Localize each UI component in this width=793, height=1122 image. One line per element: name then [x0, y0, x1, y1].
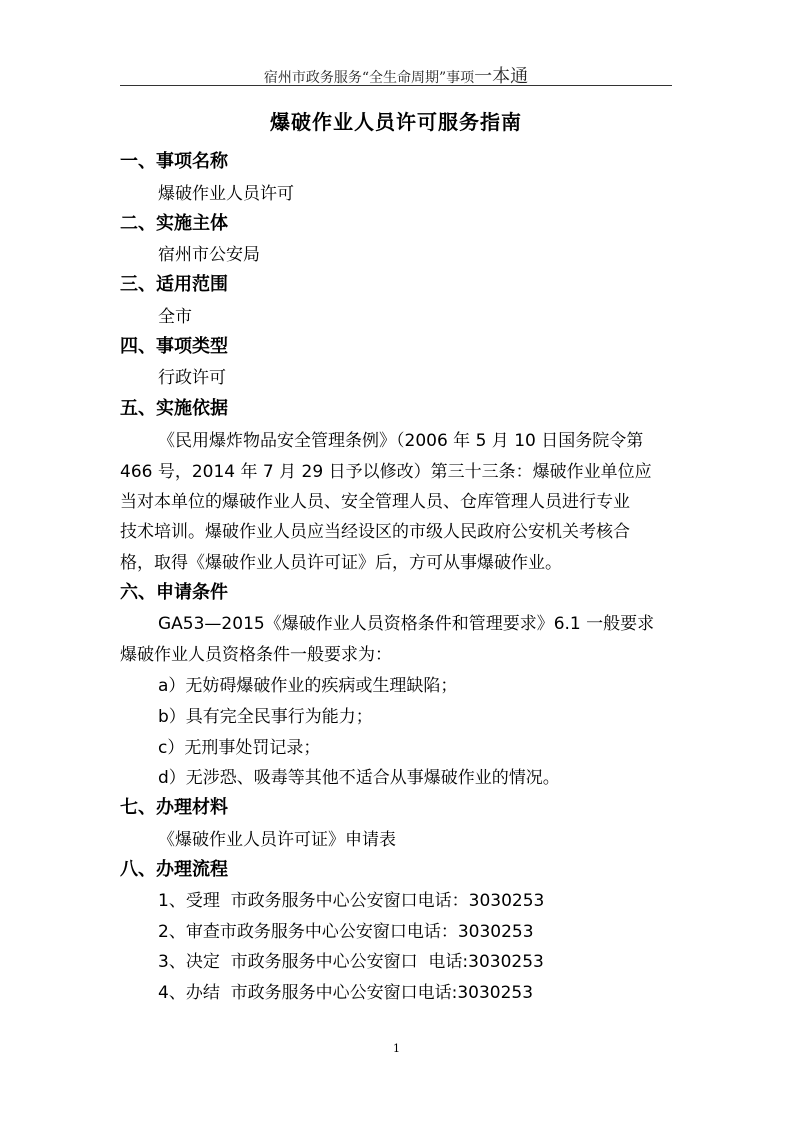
section-heading-scope: 三、适用范围	[120, 274, 228, 295]
conditions-line: 爆破作业人员资格条件一般要求为：	[120, 645, 392, 665]
legal-basis-line: 《民用爆炸物品安全管理条例》（2006 年 5 月 10 日国务院令第	[158, 431, 644, 451]
implementing-body-text: 宿州市公安局	[158, 245, 260, 265]
process-step: 4、办结 市政务服务中心公安窗口电话:3030253	[158, 983, 534, 1003]
section-heading-implementing-body: 二、实施主体	[120, 213, 228, 234]
section-heading-item-type: 四、事项类型	[120, 336, 228, 357]
section-heading-conditions: 六、申请条件	[120, 582, 228, 603]
process-step: 2、审查市政务服务中心公安窗口电话：3030253	[158, 922, 534, 942]
conditions-line: GA53—2015《爆破作业人员资格条件和管理要求》6.1 一般要求	[158, 614, 655, 634]
section-heading-materials: 七、办理材料	[120, 797, 228, 818]
item-name-text: 爆破作业人员许可	[158, 184, 294, 204]
page-number: 1	[393, 1042, 400, 1055]
section-heading-legal-basis: 五、实施依据	[120, 398, 228, 419]
item-type-text: 行政许可	[158, 368, 226, 388]
header-text-large: 一本通	[474, 66, 529, 87]
process-step: 3、决定 市政务服务中心公安窗口 电话:3030253	[158, 952, 544, 972]
process-step: 1、受理 市政务服务中心公安窗口电话：3030253	[158, 891, 545, 911]
condition-item: d）无涉恐、吸毒等其他不适合从事爆破作业的情况。	[158, 768, 560, 788]
legal-basis-line: 格，取得《爆破作业人员许可证》后，方可从事爆破作业。	[120, 553, 562, 573]
document-title: 爆破作业人员许可服务指南	[270, 110, 522, 134]
materials-text: 《爆破作业人员许可证》申请表	[158, 830, 396, 850]
condition-item: c）无刑事处罚记录；	[158, 738, 321, 758]
section-heading-item-name: 一、事项名称	[120, 151, 228, 172]
header-text: 宿州市政务服务“全生命周期”事项	[263, 70, 475, 86]
header-divider	[120, 85, 672, 86]
legal-basis-line: 466 号，2014 年 7 月 29 日予以修改）第三十三条：爆破作业单位应	[120, 462, 652, 482]
condition-item: b）具有完全民事行为能力；	[158, 707, 373, 727]
scope-text: 全市	[158, 307, 192, 327]
legal-basis-line: 当对本单位的爆破作业人员、安全管理人员、仓库管理人员进行专业	[120, 492, 630, 512]
legal-basis-line: 技术培训。爆破作业人员应当经设区的市级人民政府公安机关考核合	[120, 522, 630, 542]
section-heading-process: 八、办理流程	[120, 859, 228, 880]
condition-item: a）无妨碍爆破作业的疾病或生理缺陷；	[158, 676, 458, 696]
